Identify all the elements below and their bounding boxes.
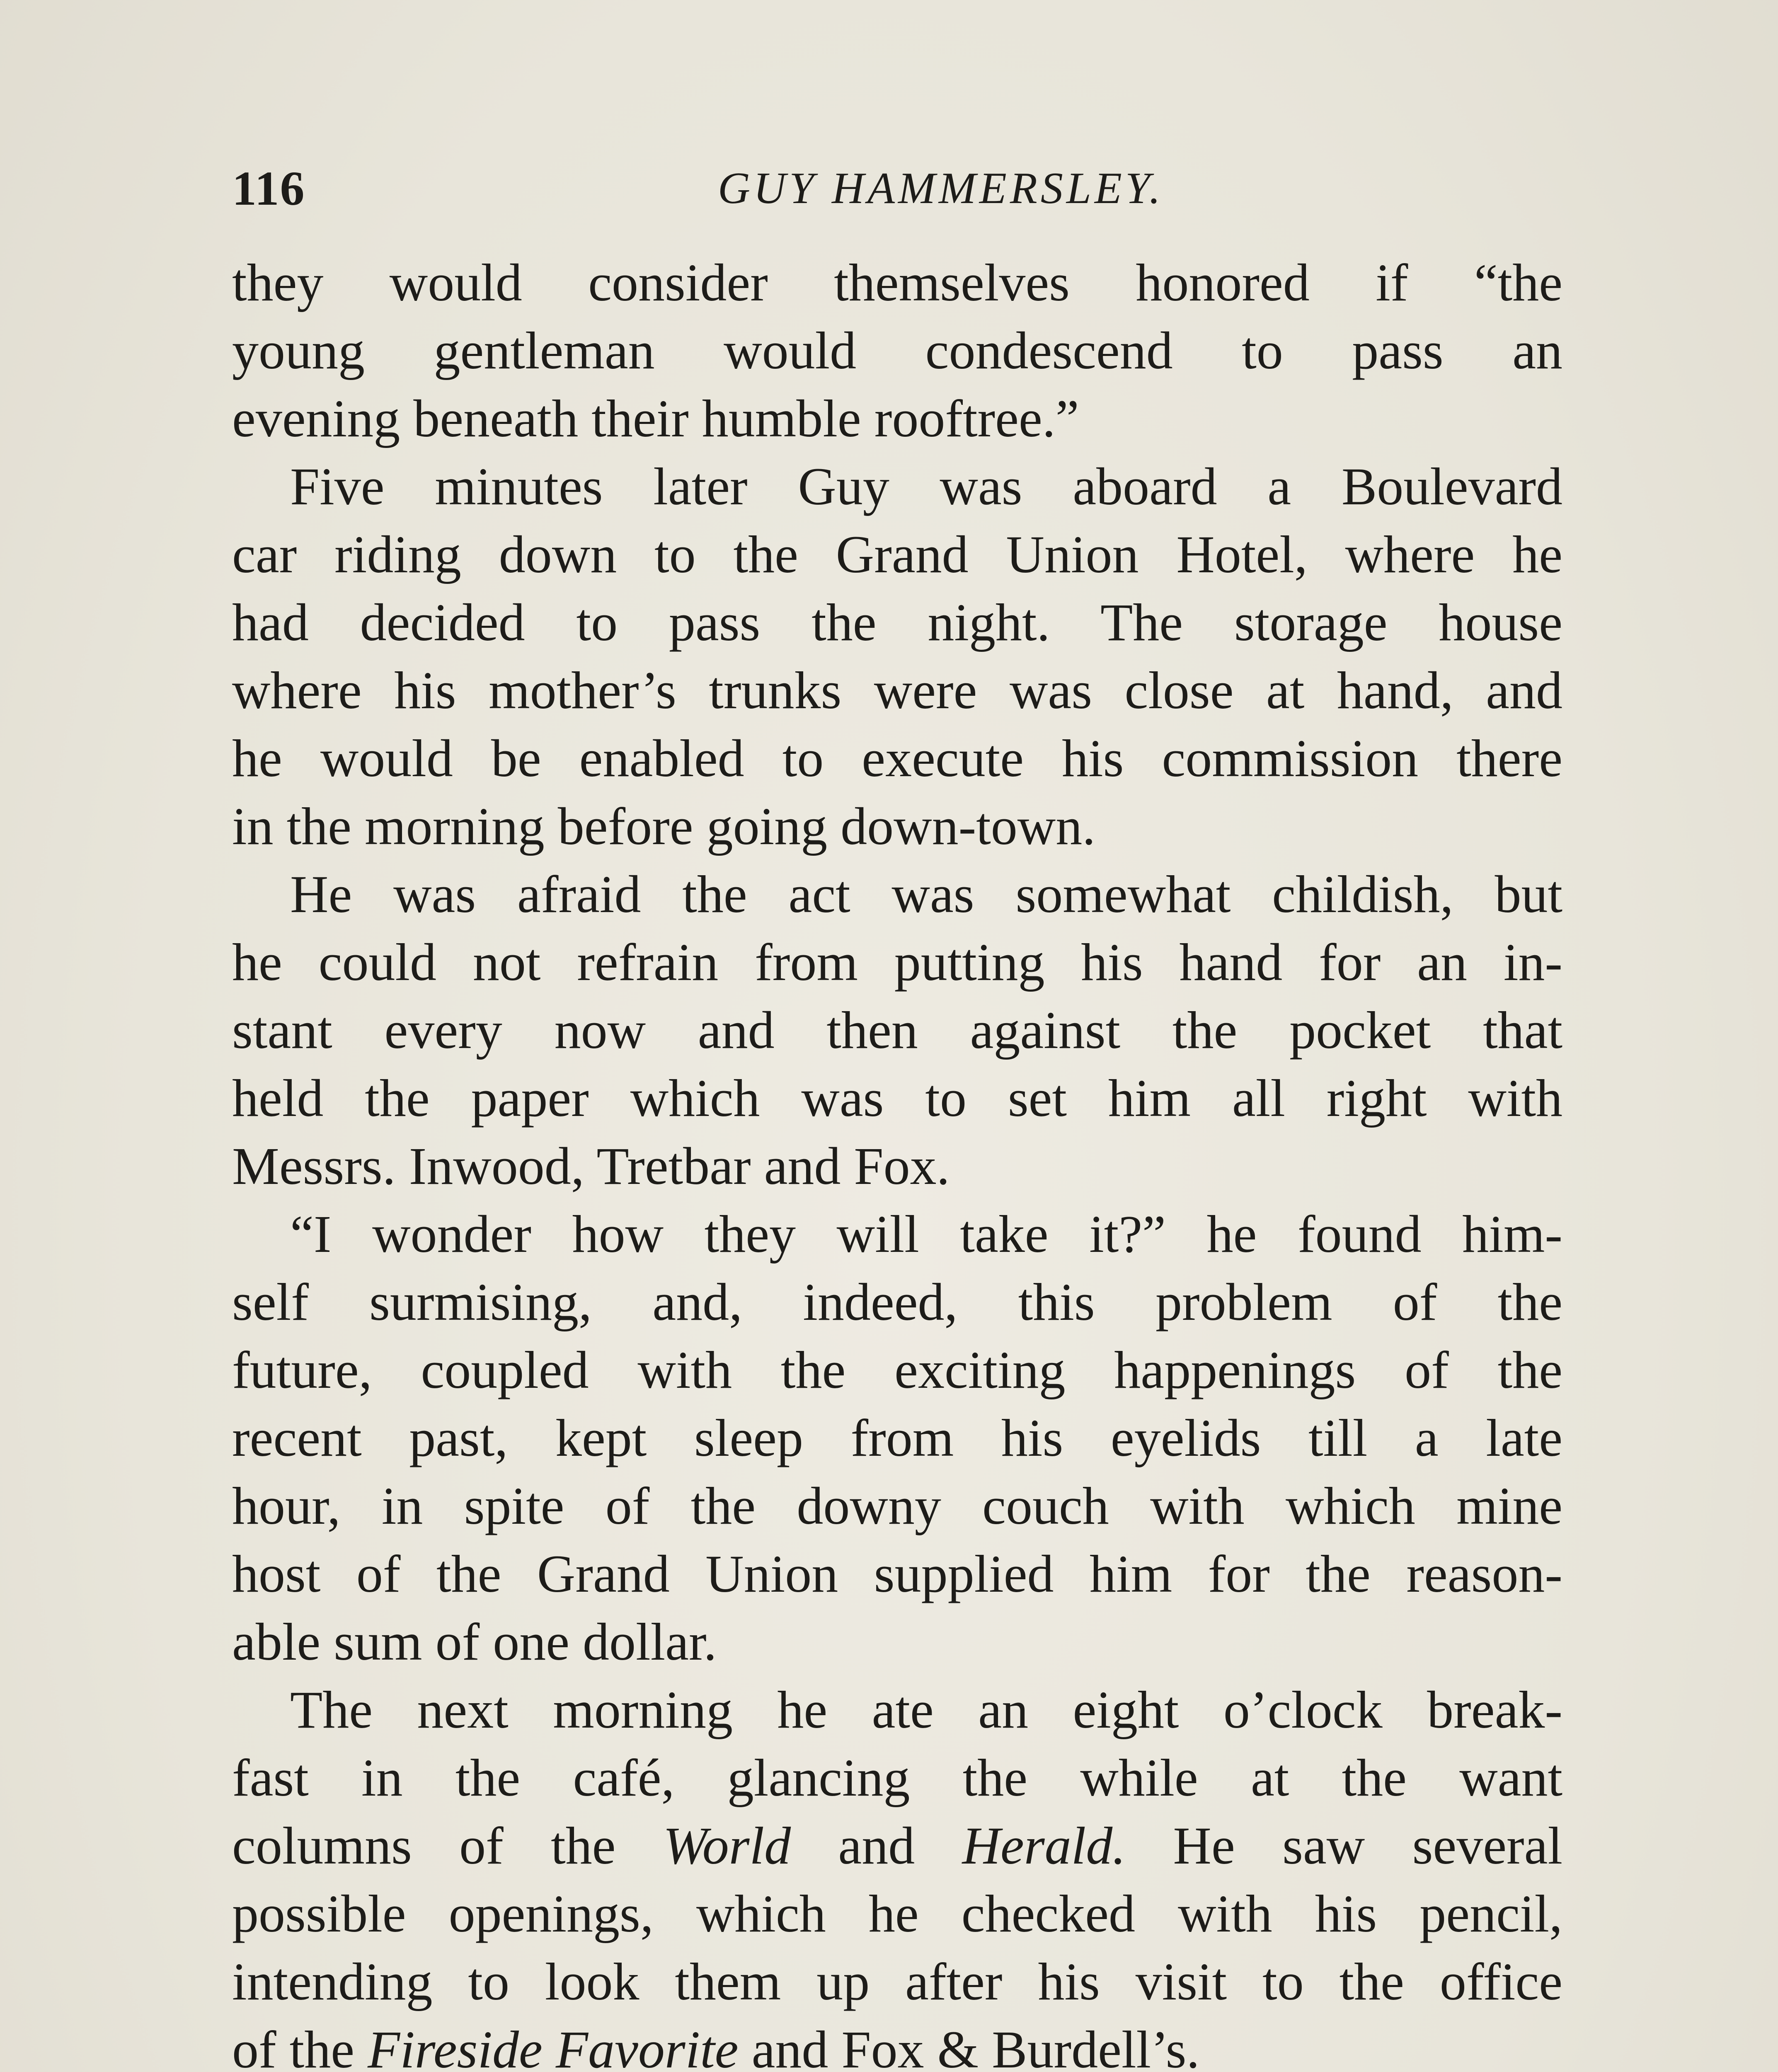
text-line [232, 1812, 1562, 1880]
text-line: Messrs. Inwood, Tretbar and Fox. [232, 1137, 950, 1196]
text-line: held the paper which was to set him all right with [232, 1069, 1562, 1128]
text-line: The next morning he ate an eight o’clock break- [290, 1680, 1562, 1739]
text-run: columns of the [232, 1816, 663, 1875]
text-line: fast in the café, glancing the while at the want [232, 1748, 1562, 1807]
page-header [232, 157, 1567, 220]
text-line: “I wonder how they will take it?” he found him- [290, 1205, 1562, 1264]
text-line: had decided to pass the night. The storage house [232, 593, 1562, 652]
text-line: intending to look them up after his visit to the office [232, 1952, 1562, 2011]
text-line: possible openings, which he checked with his pencil, [232, 1884, 1562, 1943]
text-line: they would consider themselves honored if “the [232, 253, 1562, 312]
text-line: stant every now and then against the pocket that [232, 1001, 1562, 1060]
text-line: able sum of one dollar. [232, 1612, 717, 1671]
text-line: he could not refrain from putting his hand for an in- [232, 933, 1562, 992]
text-line: recent past, kept sleep from his eyelids till a late [232, 1409, 1562, 1467]
text-line: host of the Grand Union supplied him for the reason- [232, 1544, 1562, 1603]
running-title: GUY HAMMERSLEY. [717, 164, 1164, 213]
text-line: in the morning before going down-town. [232, 797, 1096, 856]
text-line: self surmising, and, indeed, this problem of the [232, 1273, 1562, 1331]
magazine-title: Fireside Favorite [368, 2020, 739, 2072]
text-line: where his mother’s trunks were was close at hand, and [232, 661, 1562, 720]
text-run: He saw several [1126, 1816, 1562, 1875]
text-line: hour, in spite of the downy couch with which mine [232, 1477, 1562, 1535]
text-run: and Fox & Burdell’s. [738, 2020, 1200, 2072]
text-run: of the [232, 2020, 368, 2072]
page-number: 116 [232, 161, 305, 215]
text-line: he would be enabled to execute his commission there [232, 729, 1562, 788]
newspaper-title: Herald. [962, 1816, 1126, 1875]
text-line: He was afraid the act was somewhat childish, but [290, 865, 1562, 924]
text-line: car riding down to the Grand Union Hotel, where he [232, 525, 1562, 584]
text-line: future, coupled with the exciting happenings of the [232, 1341, 1562, 1399]
body-text [232, 249, 1562, 2072]
text-run: and [791, 1816, 962, 1875]
text-line: Five minutes later Guy was aboard a Boulevard [290, 457, 1562, 516]
newspaper-title: World [663, 1816, 791, 1875]
text-line: young gentleman would condescend to pass an [232, 321, 1562, 380]
text-line: evening beneath their humble rooftree.” [232, 389, 1079, 448]
text-line [232, 2016, 1562, 2072]
